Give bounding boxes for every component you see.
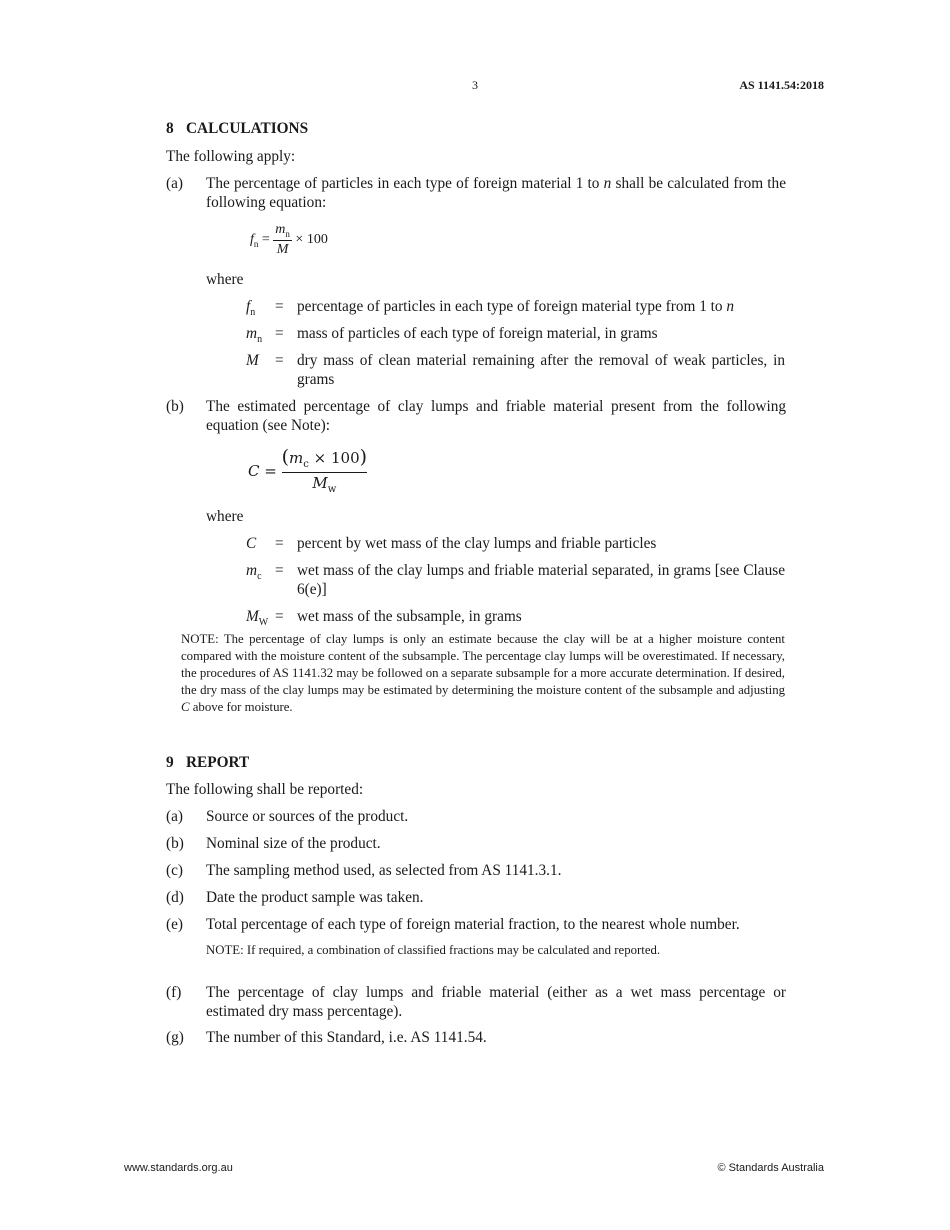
- item-text: Nominal size of the product.: [206, 835, 381, 852]
- note-clay-lumps: NOTE: The percentage of clay lumps is only an estimate because the clay will be at a higher moisture content compared with the moisture content of the subsample. The percentage clay lumps will be overestimated. If necessary, the procedures of AS 1141.32 may be followed on a separate subsample for a more accurate determination. If desired, the dry mass of the clay lumps may be estimated by determining the moisture content of the subsample and adjusting C above for moisture.: [181, 632, 785, 714]
- equals-sign: =: [275, 325, 284, 342]
- list-item-b: [166, 398, 786, 435]
- item-label: (e): [166, 916, 183, 933]
- def-text: wet mass of the subsample, in grams: [297, 608, 522, 625]
- item-text: The number of this Standard, i.e. AS 1141.54.: [206, 1029, 487, 1046]
- section-heading-report: [166, 754, 249, 772]
- item-text: The percentage of clay lumps and friable material (either as a wet mass percentage or estimated dry mass percentage).: [206, 984, 786, 1020]
- item-label: (a): [166, 808, 183, 825]
- section-heading-calculations: [166, 120, 308, 138]
- item-label: (d): [166, 889, 184, 906]
- footer-website[interactable]: www.standards.org.au: [124, 1162, 233, 1174]
- def-symbol: M: [246, 352, 259, 369]
- def-symbol: $M_W$: [246, 608, 269, 629]
- report-item-c: [166, 862, 786, 881]
- report-item-f: [166, 984, 786, 1021]
- section-title: CALCULATIONS: [186, 120, 309, 137]
- item-label: (b): [166, 398, 184, 415]
- def-text: mass of particles of each type of foreign material, in grams: [297, 325, 658, 342]
- item-label: (f): [166, 984, 182, 1001]
- def-text: wet mass of the clay lumps and friable material separated, in grams [see Clause 6(e)]: [297, 562, 785, 598]
- standard-number: AS 1141.54:2018: [739, 78, 824, 92]
- def-symbol: $m_n$: [246, 325, 263, 346]
- report-item-a: [166, 808, 786, 827]
- item-text: The estimated percentage of clay lumps and friable material present from the following equation (see Note):: [206, 398, 786, 434]
- equals-sign: =: [275, 562, 284, 579]
- def-symbol: $m_c$: [246, 562, 262, 583]
- page-number: 3: [472, 78, 478, 92]
- section-number: 8: [166, 120, 174, 137]
- section-title: REPORT: [186, 754, 250, 771]
- equals-sign: =: [275, 535, 284, 552]
- item-text: Source or sources of the product.: [206, 808, 409, 825]
- equation-fn: $f_n$ = $\frac{m_n}{M}$ × 100: [250, 222, 328, 257]
- item-label: (g): [166, 1029, 184, 1046]
- equation-fraction: $\frac{(m_c \times 100)}{M_w}$: [281, 446, 368, 495]
- def-text: percentage of particles in each type of foreign material type from 1 to n: [297, 298, 735, 315]
- def-text: dry mass of clean material remaining after the removal of weak particles, in grams: [297, 352, 785, 388]
- item-label: (a): [166, 175, 183, 192]
- equation-c: C = $\frac{(m_c \times 100)}{M_w}$: [248, 446, 368, 495]
- item-text: Date the product sample was taken.: [206, 889, 424, 906]
- item-text: The percentage of particles in each type of foreign material 1 to n shall be calculated from the following equation:: [206, 175, 786, 211]
- footer-copyright: © Standards Australia: [717, 1162, 824, 1174]
- report-item-g: [166, 1029, 786, 1048]
- item-label: (c): [166, 862, 183, 879]
- def-text: percent by wet mass of the clay lumps and friable particles: [297, 535, 657, 552]
- where-label: where: [206, 508, 244, 525]
- item-text: Total percentage of each type of foreign material fraction, to the nearest whole number.: [206, 916, 740, 933]
- equals-sign: =: [275, 298, 284, 315]
- list-item-a: [166, 175, 786, 212]
- equals-sign: =: [275, 608, 284, 625]
- item-label: (b): [166, 835, 184, 852]
- item-text: The sampling method used, as selected from AS 1141.3.1.: [206, 862, 562, 879]
- section-intro: The following shall be reported:: [166, 781, 364, 798]
- equation-fraction: $\frac{m_n}{M}$: [275, 222, 290, 257]
- section-number: 9: [166, 754, 174, 771]
- def-symbol: $f_n$: [246, 298, 256, 319]
- equals-sign: =: [275, 352, 284, 369]
- where-label: where: [206, 271, 244, 288]
- def-symbol: C: [246, 535, 257, 552]
- item-note: NOTE: If required, a combination of classified fractions may be calculated and reported.: [206, 942, 661, 957]
- section-intro: The following apply:: [166, 148, 296, 165]
- report-item-d: [166, 889, 786, 908]
- report-item-e: [166, 916, 786, 959]
- report-item-b: [166, 835, 786, 854]
